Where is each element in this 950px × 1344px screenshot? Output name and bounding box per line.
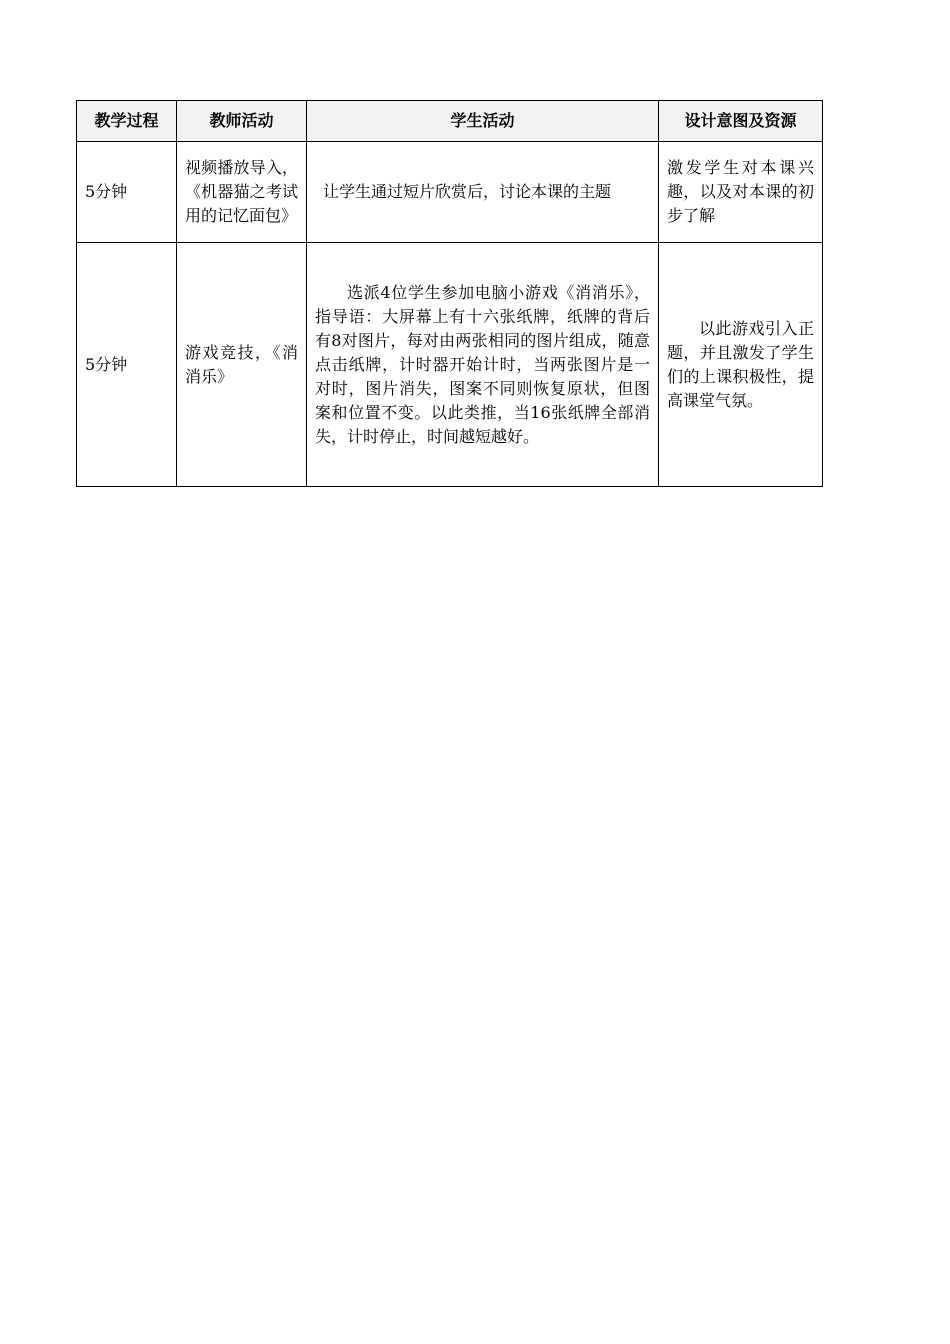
table-row [77, 243, 823, 487]
cell-student-activity: 让学生通过短片欣赏后，讨论本课的主题 [307, 142, 659, 243]
cell-teacher-activity: 游戏竞技，《消消乐》 [177, 243, 307, 487]
lesson-plan-table [76, 100, 823, 487]
table-row [77, 142, 823, 243]
header-teaching-process: 教学过程 [77, 101, 177, 142]
header-row [77, 101, 823, 142]
cell-design-intent: 激发学生对本课兴趣，以及对本课的初步了解 [659, 142, 823, 243]
cell-design-intent: 以此游戏引入正题，并且激发了学生们的上课积极性，提高课堂气氛。 [659, 243, 823, 487]
table-header [77, 101, 823, 142]
cell-process: 5分钟 [77, 243, 177, 487]
table-body [77, 142, 823, 487]
cell-student-activity: 选派4位学生参加电脑小游戏《消消乐》，指导语：大屏幕上有十六张纸牌，纸牌的背后有8对图片，每对由两张相同的图片组成，随意点击纸牌，计时器开始计时，当两张图片是一对时，图片消失，图案不同则恢复原状，但图案和位置不变。以此类推，当16张纸牌全部消失，计时停止，时间越短越好。 [307, 243, 659, 487]
cell-process: 5分钟 [77, 142, 177, 243]
cell-teacher-activity: 视频播放导入，《机器猫之考试用的记忆面包》 [177, 142, 307, 243]
header-student-activity: 学生活动 [307, 101, 659, 142]
header-design-intent: 设计意图及资源 [659, 101, 823, 142]
header-teacher-activity: 教师活动 [177, 101, 307, 142]
